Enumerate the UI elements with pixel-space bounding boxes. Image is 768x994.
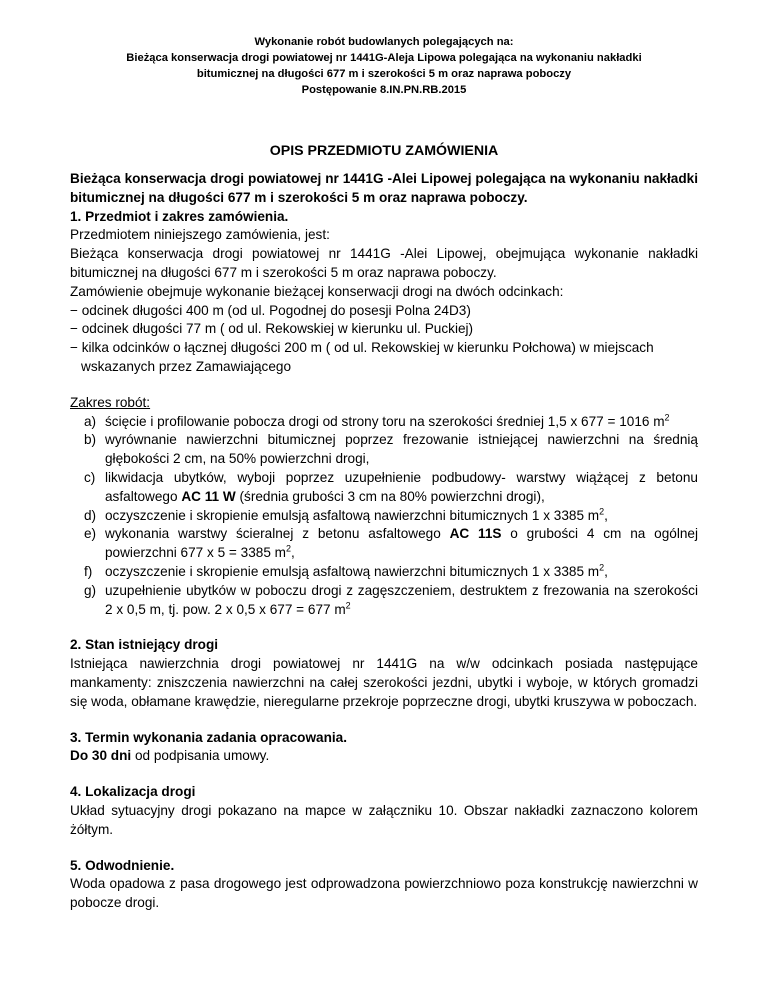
header-line: bitumicznej na długości 677 m i szerokości 5 m oraz naprawa poboczy <box>196 68 572 80</box>
paragraph: Bieżąca konserwacja drogi powiatowej nr 1441G -Alei Lipowej, obejmująca wykonanie nakładki bitumicznej na długości 677 m i szerokości 5 m oraz naprawa poboczy. <box>70 246 698 280</box>
works-heading: Zakres robót: <box>70 394 151 410</box>
paragraph: Układ sytuacyjny drogi pokazano na mapce w załączniku 10. Obszar nakładki zaznaczono kolorem żółtym. <box>70 802 698 837</box>
works-item: a) ścięcie i profilowanie pobocza drogi od strony toru na szerokości średniej 1,5 x 677 = 1016 $m^2$ <box>70 413 698 432</box>
header-line: Postępowanie 8.IN.PN.RB.2015 <box>301 84 467 96</box>
document-body <box>70 170 698 913</box>
paragraph: Przedmiotem niniejszego zamówienia, jest: <box>70 227 330 243</box>
section-heading: 4. Lokalizacja drogi <box>70 784 196 800</box>
header-line: Wykonanie robót budowlanych polegających na: <box>254 36 514 48</box>
item-label: d) <box>84 507 97 523</box>
paragraph: Do 30 dni od podpisania umowy. <box>70 748 270 764</box>
section-heading: 1. Przedmiot i zakres zamówienia. <box>70 208 289 224</box>
document-title: OPIS PRZEDMIOTU ZAMÓWIENIA <box>269 143 499 159</box>
item-label: g) <box>84 582 97 598</box>
works-item: f) oczyszczenie i skropienie emulsją asfaltową nawierzchni bitumicznych 1 x 3385 $m^2$, <box>70 563 698 582</box>
item-label: a) <box>84 413 97 429</box>
works-item: g) uzupełnienie ubytków w poboczu drogi z zagęszczeniem, destruktem z frezowania na szerokości 2 x 0,5 m, tj. pow. 2 x 0,5 x 677 = 677 $m^2$ <box>84 582 698 617</box>
bullet-item: − kilka odcinków o łącznej długości 200 m ( od ul. Rekowskiej w kierunku Połchowa) w miejscach wskazanych przez Zamawiającego <box>70 340 654 374</box>
works-item: e) wykonania warstwy ścieralnej z betonu asfaltowego AC 11S o grubości 4 cm na ogólnej powierzchni 677 x 5 = 3385 $m^2$, <box>84 526 698 561</box>
item-label: f) <box>84 563 93 579</box>
document-header <box>40 34 728 98</box>
works-item: d) oczyszczenie i skropienie emulsją asfaltową nawierzchni bitumicznych 1 x 3385 $m^2$, <box>70 507 698 526</box>
works-list <box>70 413 698 620</box>
item-label: e) <box>84 526 97 542</box>
paragraph: Zamówienie obejmuje wykonanie bieżącej konserwacji drogi na dwóch odcinkach: <box>70 283 564 299</box>
item-label: b) <box>84 432 97 448</box>
bullet-item: − odcinek długości 77 m ( od ul. Rekowskiej w kierunku ul. Puckiej) <box>70 321 474 337</box>
item-label: c) <box>84 469 96 485</box>
section-heading: 3. Termin wykonania zadania opracowania. <box>70 729 347 745</box>
section-heading: 5. Odwodnienie. <box>70 857 175 873</box>
subject-title: Bieżąca konserwacja drogi powiatowej nr 1441G -Alei Lipowej polegająca na wykonaniu nakładki bitumicznej na długości 677 m i szerokości 5 m oraz naprawa poboczy. <box>70 171 698 205</box>
section-heading: 2. Stan istniejący drogi <box>70 637 219 653</box>
paragraph: Woda opadowa z pasa drogowego jest odprowadzona powierzchniowo poza konstrukcję nawierzchni w pobocze drogi. <box>70 876 698 911</box>
works-item: c) likwidacja ubytków, wyboji poprzez uzupełnienie podbudowy- warstwy wiążącej z betonu asfaltowego AC 11 W (średnia grubości 3 cm na 80% powierzchni drogi), <box>84 469 698 504</box>
deadline-value: Do 30 dni <box>70 748 132 764</box>
works-item: b) wyrównanie nawierzchni bitumicznej poprzez frezowanie istniejącej nawierzchni na średnią głębokości 2 cm, na 50% powierzchni drogi, <box>84 432 698 467</box>
header-line: Bieżąca konserwacja drogi powiatowej nr 1441G-Aleja Lipowa polegająca na wykonaniu nakładki <box>126 52 642 64</box>
bullet-item: − odcinek długości 400 m (od ul. Pogodnej do posesji Polna 24D3) <box>70 302 471 318</box>
paragraph: Istniejąca nawierzchnia drogi powiatowej nr 1441G na w/w odcinkach posiada następujące mankamenty: zniszczenia nawierzchni na całej szerokości jezdni, ubytki i wyboje, w których gromadzi się woda, obłamane krawędzie, nieregularne przekroje poprzeczne drogi, ubytki kruszywa w poboczach. <box>70 656 698 709</box>
